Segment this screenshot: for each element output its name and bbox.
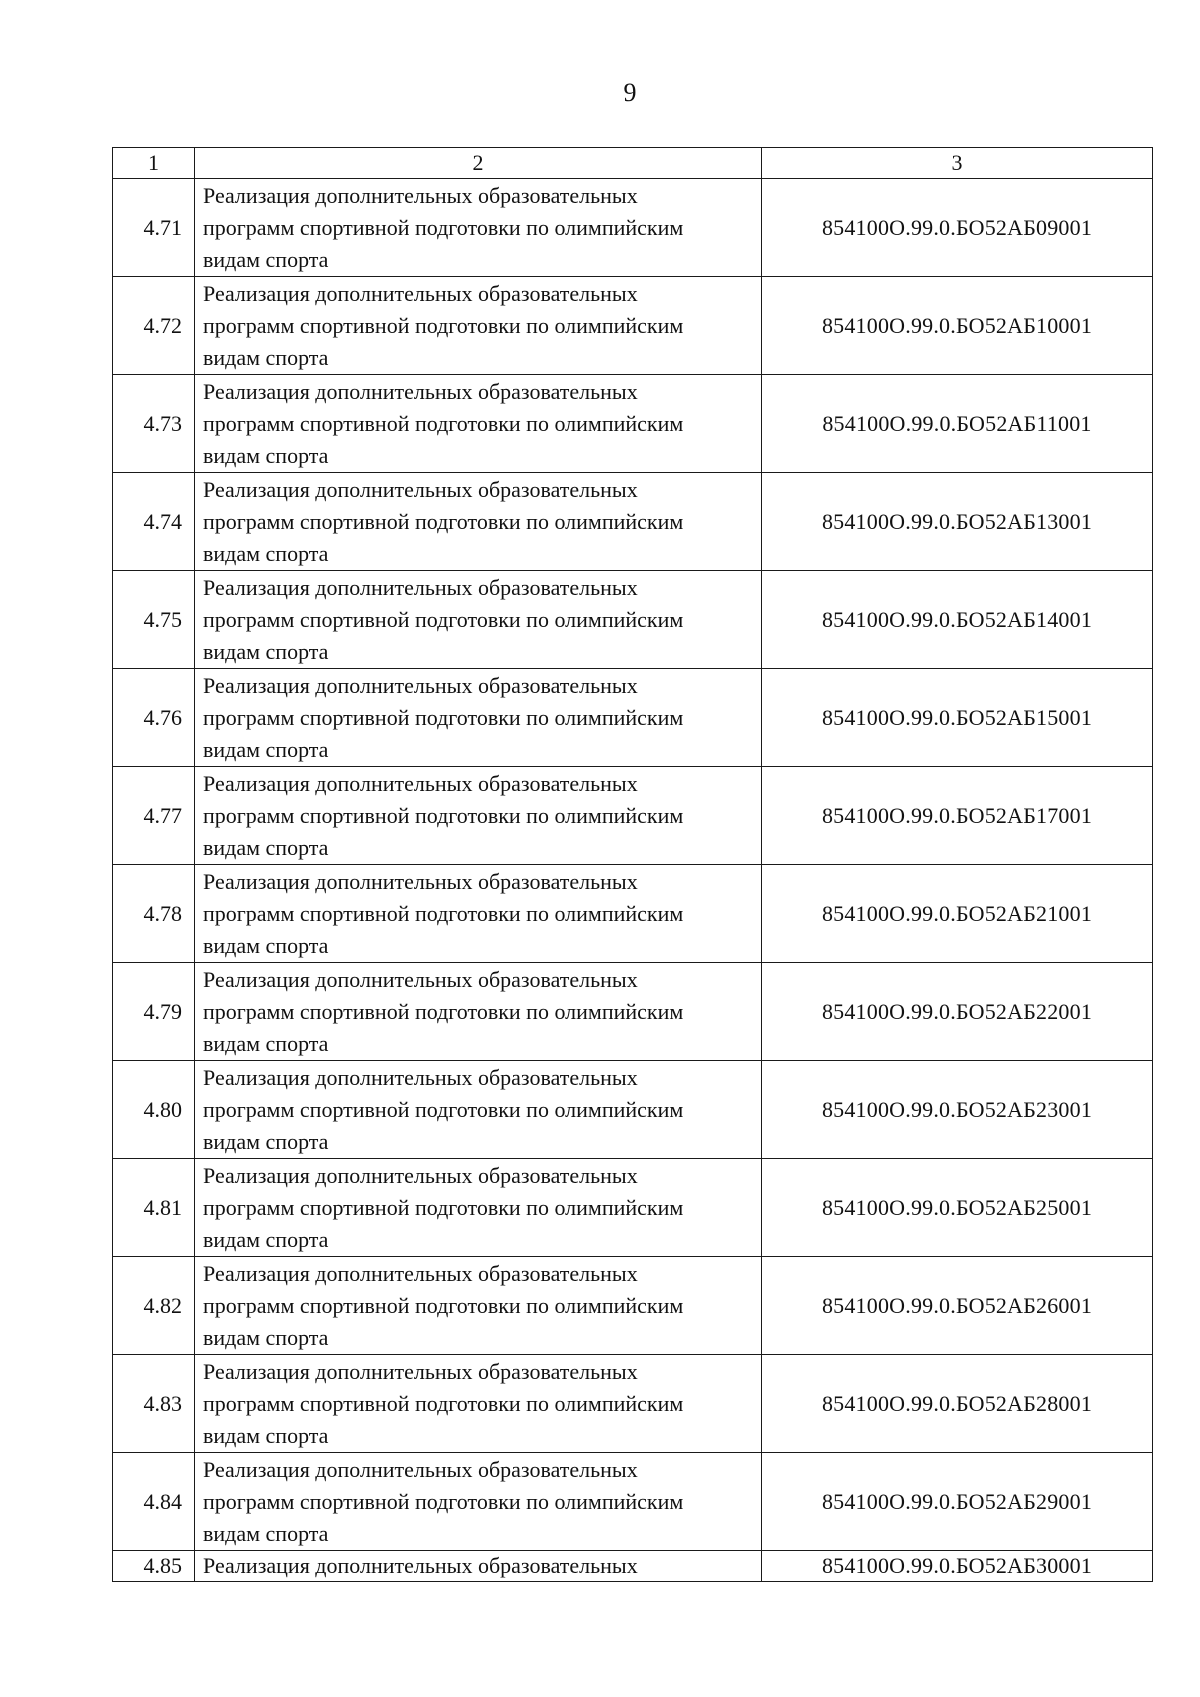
description-line: программ спортивной подготовки по олимпийским	[203, 214, 684, 240]
description-line: видам спорта	[203, 1324, 329, 1350]
description-line: Реализация дополнительных образовательных	[203, 1456, 638, 1482]
row-code: 854100О.99.0.БО52АБ21001	[762, 865, 1153, 963]
description-line: видам спорта	[203, 344, 329, 370]
description-line: Реализация дополнительных образовательных	[203, 1260, 638, 1286]
description-line: видам спорта	[203, 540, 329, 566]
row-description	[195, 1257, 762, 1355]
description-line: программ спортивной подготовки по олимпийским	[203, 704, 684, 730]
row-number: 4.72	[113, 277, 195, 375]
table-row	[113, 669, 1153, 767]
row-code: 854100О.99.0.БО52АБ14001	[762, 571, 1153, 669]
row-number: 4.78	[113, 865, 195, 963]
row-description	[195, 1551, 762, 1582]
services-table	[112, 147, 1153, 1582]
row-description	[195, 1159, 762, 1257]
description-line: видам спорта	[203, 932, 329, 958]
row-description	[195, 865, 762, 963]
table-row	[113, 1159, 1153, 1257]
table-row	[113, 179, 1153, 277]
row-code: 854100О.99.0.БО52АБ23001	[762, 1061, 1153, 1159]
description-line: программ спортивной подготовки по олимпийским	[203, 1194, 684, 1220]
table-row	[113, 571, 1153, 669]
description-line: программ спортивной подготовки по олимпийским	[203, 1390, 684, 1416]
row-code: 854100О.99.0.БО52АБ09001	[762, 179, 1153, 277]
table-row	[113, 1061, 1153, 1159]
description-line: видам спорта	[203, 1030, 329, 1056]
row-code: 854100О.99.0.БО52АБ28001	[762, 1355, 1153, 1453]
table-row	[113, 1453, 1153, 1551]
description-line: программ спортивной подготовки по олимпийским	[203, 312, 684, 338]
description-line: Реализация дополнительных образовательных	[203, 1064, 638, 1090]
row-description	[195, 1061, 762, 1159]
table-row	[113, 277, 1153, 375]
row-code: 854100О.99.0.БО52АБ10001	[762, 277, 1153, 375]
description-line: Реализация дополнительных образовательных	[203, 574, 638, 600]
description-line: Реализация дополнительных образовательных	[203, 672, 638, 698]
description-line: Реализация дополнительных образовательных	[203, 966, 638, 992]
description-line: программ спортивной подготовки по олимпийским	[203, 998, 684, 1024]
row-number: 4.83	[113, 1355, 195, 1453]
description-line: видам спорта	[203, 246, 329, 272]
row-code: 854100О.99.0.БО52АБ30001	[762, 1551, 1153, 1582]
row-description	[195, 473, 762, 571]
row-description	[195, 571, 762, 669]
table-row	[113, 865, 1153, 963]
table-row	[113, 767, 1153, 865]
description-line: видам спорта	[203, 1520, 329, 1546]
description-line: видам спорта	[203, 1128, 329, 1154]
row-number: 4.85	[113, 1551, 195, 1582]
row-code: 854100О.99.0.БО52АБ15001	[762, 669, 1153, 767]
header-col-3: 3	[762, 148, 1153, 179]
row-number: 4.71	[113, 179, 195, 277]
description-line: видам спорта	[203, 1226, 329, 1252]
description-line: видам спорта	[203, 442, 329, 468]
row-description	[195, 1355, 762, 1453]
description-line: программ спортивной подготовки по олимпийским	[203, 606, 684, 632]
description-line: Реализация дополнительных образовательных	[203, 1358, 638, 1384]
header-row	[113, 148, 1153, 179]
table-row	[113, 1355, 1153, 1453]
description-line: Реализация дополнительных образовательных	[203, 476, 638, 502]
table-body	[113, 179, 1153, 1582]
table-row	[113, 375, 1153, 473]
row-description	[195, 963, 762, 1061]
description-line: Реализация дополнительных образовательных	[203, 1162, 638, 1188]
row-number: 4.79	[113, 963, 195, 1061]
row-number: 4.75	[113, 571, 195, 669]
row-description	[195, 669, 762, 767]
description-line: программ спортивной подготовки по олимпийским	[203, 508, 684, 534]
row-code: 854100О.99.0.БО52АБ17001	[762, 767, 1153, 865]
description-line: видам спорта	[203, 834, 329, 860]
header-col-1: 1	[113, 148, 195, 179]
description-line: программ спортивной подготовки по олимпийским	[203, 1488, 684, 1514]
row-number: 4.77	[113, 767, 195, 865]
row-description	[195, 375, 762, 473]
row-code: 854100О.99.0.БО52АБ25001	[762, 1159, 1153, 1257]
row-description	[195, 179, 762, 277]
table-row	[113, 473, 1153, 571]
description-line: Реализация дополнительных образовательных	[203, 280, 638, 306]
description-line: программ спортивной подготовки по олимпийским	[203, 802, 684, 828]
row-number: 4.80	[113, 1061, 195, 1159]
description-line: программ спортивной подготовки по олимпийским	[203, 900, 684, 926]
row-description	[195, 767, 762, 865]
row-number: 4.81	[113, 1159, 195, 1257]
description-line: видам спорта	[203, 638, 329, 664]
description-line: Реализация дополнительных образовательных	[203, 1553, 638, 1578]
row-number: 4.84	[113, 1453, 195, 1551]
row-number: 4.82	[113, 1257, 195, 1355]
description-line: программ спортивной подготовки по олимпийским	[203, 1096, 684, 1122]
table-row	[113, 1257, 1153, 1355]
row-code: 854100О.99.0.БО52АБ26001	[762, 1257, 1153, 1355]
row-number: 4.74	[113, 473, 195, 571]
description-line: программ спортивной подготовки по олимпийским	[203, 1292, 684, 1318]
row-code: 854100О.99.0.БО52АБ11001	[762, 375, 1153, 473]
row-code: 854100О.99.0.БО52АБ29001	[762, 1453, 1153, 1551]
description-line: Реализация дополнительных образовательных	[203, 868, 638, 894]
table-header	[113, 148, 1153, 179]
row-description	[195, 277, 762, 375]
row-description	[195, 1453, 762, 1551]
description-line: Реализация дополнительных образовательных	[203, 770, 638, 796]
description-line: видам спорта	[203, 1422, 329, 1448]
table-row	[113, 1551, 1153, 1582]
row-number: 4.73	[113, 375, 195, 473]
page-number: 9	[623, 78, 637, 107]
table-row	[113, 963, 1153, 1061]
row-number: 4.76	[113, 669, 195, 767]
row-code: 854100О.99.0.БО52АБ13001	[762, 473, 1153, 571]
row-code: 854100О.99.0.БО52АБ22001	[762, 963, 1153, 1061]
description-line: Реализация дополнительных образовательных	[203, 182, 638, 208]
description-line: программ спортивной подготовки по олимпийским	[203, 410, 684, 436]
header-col-2: 2	[195, 148, 762, 179]
description-line: видам спорта	[203, 736, 329, 762]
description-line: Реализация дополнительных образовательных	[203, 378, 638, 404]
